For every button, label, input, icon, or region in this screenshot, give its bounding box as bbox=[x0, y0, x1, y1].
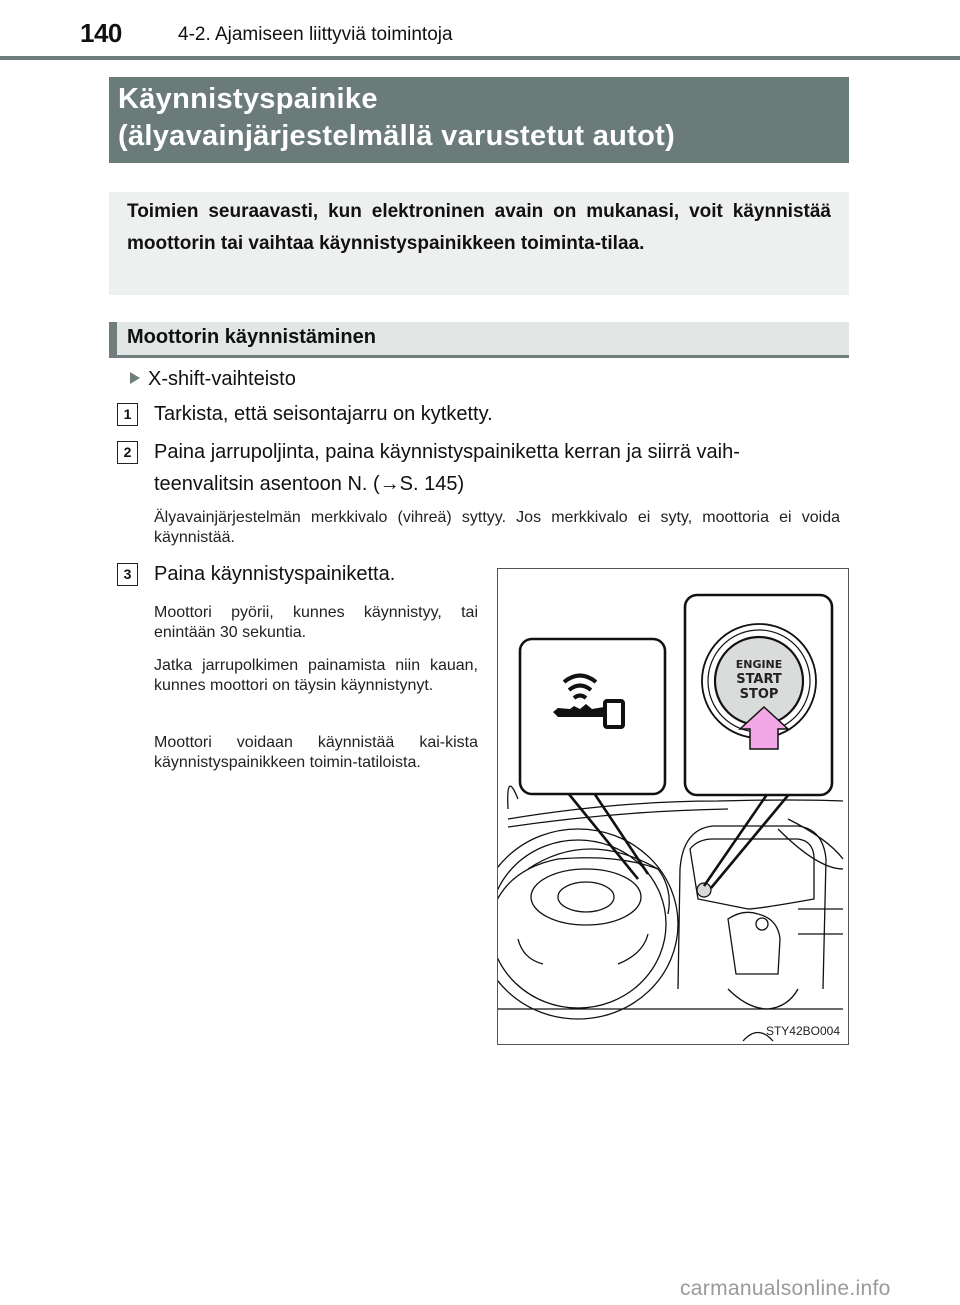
triangle-bullet-icon bbox=[130, 372, 140, 384]
svg-text:ENGINE: ENGINE bbox=[735, 658, 783, 671]
step-1-text: Tarkista, että seisontajarru on kytketty. bbox=[154, 403, 493, 425]
subsection-accent-bar bbox=[109, 322, 117, 358]
step-number-2: 2 bbox=[117, 441, 138, 464]
step-2-text-line2: teenvalitsin asentoon N. (→S. 145) bbox=[154, 473, 465, 495]
step-2-note: Älyavainjärjestelmän merkkivalo (vihreä) syttyy. Jos merkkivalo ei syty, moottoria ei voida käynnistää. bbox=[154, 509, 840, 546]
step-number-3: 3 bbox=[117, 563, 138, 586]
step-3-text: Paina käynnistyspainiketta. bbox=[154, 563, 396, 585]
page-subtitle: (älyavainjärjestelmällä varustetut autot) bbox=[118, 120, 676, 152]
svg-text:START: START bbox=[736, 672, 782, 687]
bullet-label: X-shift-vaihteisto bbox=[148, 368, 296, 390]
step-3-note-1: Moottori pyörii, kunnes käynnistyy, tai enintään 30 sekuntia. bbox=[154, 604, 478, 641]
dashboard-drawing bbox=[498, 569, 848, 1044]
intro-box bbox=[109, 192, 849, 295]
step-number-1: 1 bbox=[117, 403, 138, 426]
page-header bbox=[0, 0, 960, 58]
page-number: 140 bbox=[80, 18, 122, 48]
step-3-note-3: Moottori voidaan käynnistää kai-kista käynnistyspainikkeen toimin-tatiloista. bbox=[154, 734, 478, 771]
section-title-box bbox=[109, 77, 849, 163]
dashboard-illustration bbox=[497, 568, 849, 1045]
subsection-title: Moottorin käynnistäminen bbox=[127, 326, 376, 348]
figure-code: STY42BO004 bbox=[765, 1024, 840, 1038]
step-2-text-line1: Paina jarrupoljinta, paina käynnistyspainiketta kerran ja siirrä vaih- bbox=[154, 441, 740, 463]
intro-text: Toimien seuraavasti, kun elektroninen avain on mukanasi, voit käynnistää moottorin tai vaihtaa käynnistyspainikkeen toiminta-tilaa. bbox=[127, 201, 831, 254]
page-title: Käynnistyspainike bbox=[118, 83, 378, 115]
subsection-header bbox=[109, 322, 849, 358]
transmission-bullet bbox=[130, 368, 296, 391]
watermark: carmanualsonline.info bbox=[680, 1277, 891, 1300]
chapter-title: 4-2. Ajamiseen liittyviä toimintoja bbox=[178, 24, 453, 45]
step-3-note-2: Jatka jarrupolkimen painamista niin kauan, kunnes moottori on täysin käynnistynyt. bbox=[154, 657, 478, 694]
header-divider bbox=[0, 56, 960, 60]
svg-text:STOP: STOP bbox=[739, 687, 779, 702]
